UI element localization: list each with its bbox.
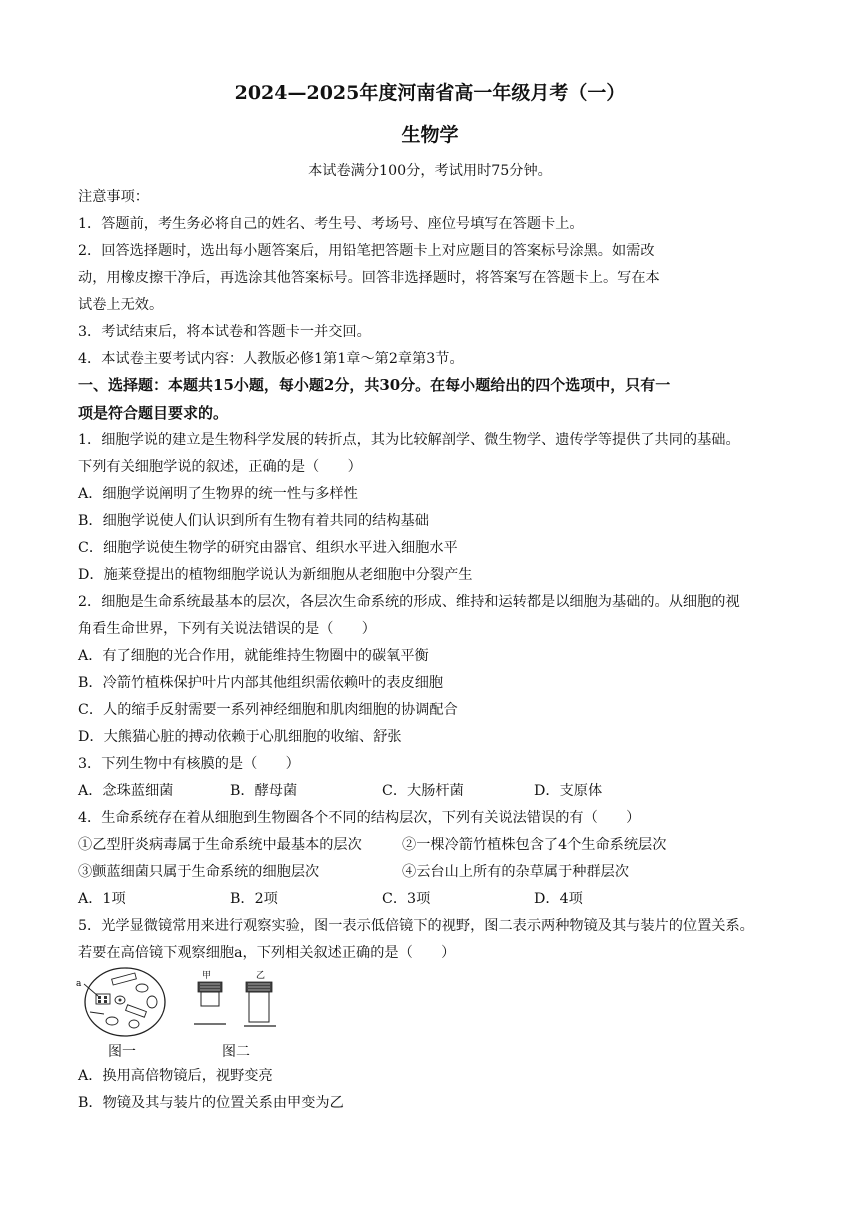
q4-statements-row1 — [78, 835, 666, 855]
q5-option-b: B．物镜及其与装片的位置关系由甲变为乙 — [78, 1095, 344, 1111]
section-heading: 项是符合题目要求的。 — [78, 404, 229, 422]
note-line: 试卷上无效。 — [78, 297, 164, 313]
q5-stem: 若要在高倍镜下观察细胞a，下列相关叙述正确的是（ ） — [78, 945, 456, 961]
figure-1-caption: 图一 — [108, 1044, 136, 1060]
q4-statement-2: ②一棵冷箭竹植株包含了4个生命系统层次 — [402, 837, 667, 853]
q3-options — [78, 781, 602, 801]
note-line: 4．本试卷主要考试内容：人教版必修1第1章～第2章第3节。 — [78, 351, 464, 367]
fig2-label-yi: 乙 — [256, 971, 266, 981]
figure-2-objectives — [190, 968, 290, 1034]
q4-option-c: C．3项 — [382, 891, 431, 907]
q4-statements-row2 — [78, 862, 629, 882]
q2-option-b: B．冷箭竹植株保护叶片内部其他组织需依赖叶的表皮细胞 — [78, 675, 444, 691]
subject-title: 生物学 — [401, 124, 459, 146]
q2-option-d: D．大熊猫心脏的搏动依赖于心肌细胞的收缩、舒张 — [78, 729, 402, 745]
q3-option-b: B．酵母菌 — [230, 783, 298, 799]
q4-option-a: A．1项 — [78, 891, 126, 907]
q5-stem: 5．光学显微镜常用来进行观察实验，图一表示低倍镜下的视野，图二表示两种物镜及其与装片的位置关系。 — [78, 918, 754, 934]
q1-stem: 下列有关细胞学说的叙述，正确的是（ ） — [78, 459, 362, 475]
figure-2-caption: 图二 — [222, 1044, 250, 1060]
q2-stem: 角看生命世界，下列有关说法错误的是（ ） — [78, 621, 376, 637]
q1-option-a: A．细胞学说阐明了生物界的统一性与多样性 — [78, 486, 358, 502]
q2-option-a: A．有了细胞的光合作用，就能维持生物圈中的碳氧平衡 — [78, 648, 429, 664]
exam-title: 2024—2025年度河南省高一年级月考（一） — [234, 82, 626, 104]
q4-statement-1: ①乙型肝炎病毒属于生命系统中最基本的层次 — [78, 837, 362, 853]
q4-statement-3: ③颤蓝细菌只属于生命系统的细胞层次 — [78, 864, 320, 880]
q2-stem: 2．细胞是生命系统最基本的层次，各层次生命系统的形成、维持和运转都是以细胞为基础的。从细胞的视 — [78, 594, 740, 610]
q3-option-a: A．念珠蓝细菌 — [78, 783, 174, 799]
q1-option-b: B．细胞学说使人们认识到所有生物有着共同的结构基础 — [78, 513, 429, 529]
q4-options — [78, 889, 583, 909]
q3-stem: 3．下列生物中有核膜的是（ ） — [78, 756, 300, 772]
fig2-label-jia: 甲 — [202, 971, 212, 981]
q4-statement-4: ④云台山上所有的杂草属于种群层次 — [402, 864, 630, 880]
q3-option-d: D．支原体 — [534, 783, 603, 799]
note-line: 动，用橡皮擦干净后，再选涂其他答案标号。回答非选择题时，将答案写在答题卡上。写在本 — [78, 270, 660, 286]
q1-option-d: D．施莱登提出的植物细胞学说认为新细胞从老细胞中分裂产生 — [78, 567, 473, 583]
figure-1-field-of-view — [70, 966, 170, 1038]
notes-header: 注意事项： — [78, 189, 149, 205]
q1-stem: 1．细胞学说的建立是生物科学发展的转折点，其为比较解剖学、微生物学、遗传学等提供了共同的基础。 — [78, 432, 740, 448]
note-line: 3．考试结束后，将本试卷和答题卡一并交回。 — [78, 324, 371, 340]
q4-stem: 4．生命系统存在着从细胞到生物圈各个不同的结构层次，下列有关说法错误的有（ ） — [78, 810, 641, 826]
q4-option-b: B．2项 — [230, 891, 278, 907]
note-line: 1．答题前，考生务必将自己的姓名、考生号、考场号、座位号填写在答题卡上。 — [78, 216, 584, 232]
q5-option-a: A．换用高倍物镜后，视野变亮 — [78, 1068, 273, 1084]
section-heading: 一、选择题：本题共15小题，每小题2分，共30分。在每小题给出的四个选项中，只有一 — [78, 376, 671, 394]
exam-info: 本试卷满分100分，考试用时75分钟。 — [308, 163, 552, 179]
q3-option-c: C．大肠杆菌 — [382, 783, 464, 799]
q2-option-c: C．人的缩手反射需要一系列神经细胞和肌肉细胞的协调配合 — [78, 702, 458, 718]
q1-option-c: C．细胞学说使生物学的研究由器官、组织水平进入细胞水平 — [78, 540, 458, 556]
q4-option-d: D．4项 — [534, 891, 583, 907]
fig1-label-a: a — [76, 979, 82, 989]
note-line: 2．回答选择题时，选出每小题答案后，用铅笔把答题卡上对应题目的答案标号涂黑。如需改 — [78, 243, 655, 259]
